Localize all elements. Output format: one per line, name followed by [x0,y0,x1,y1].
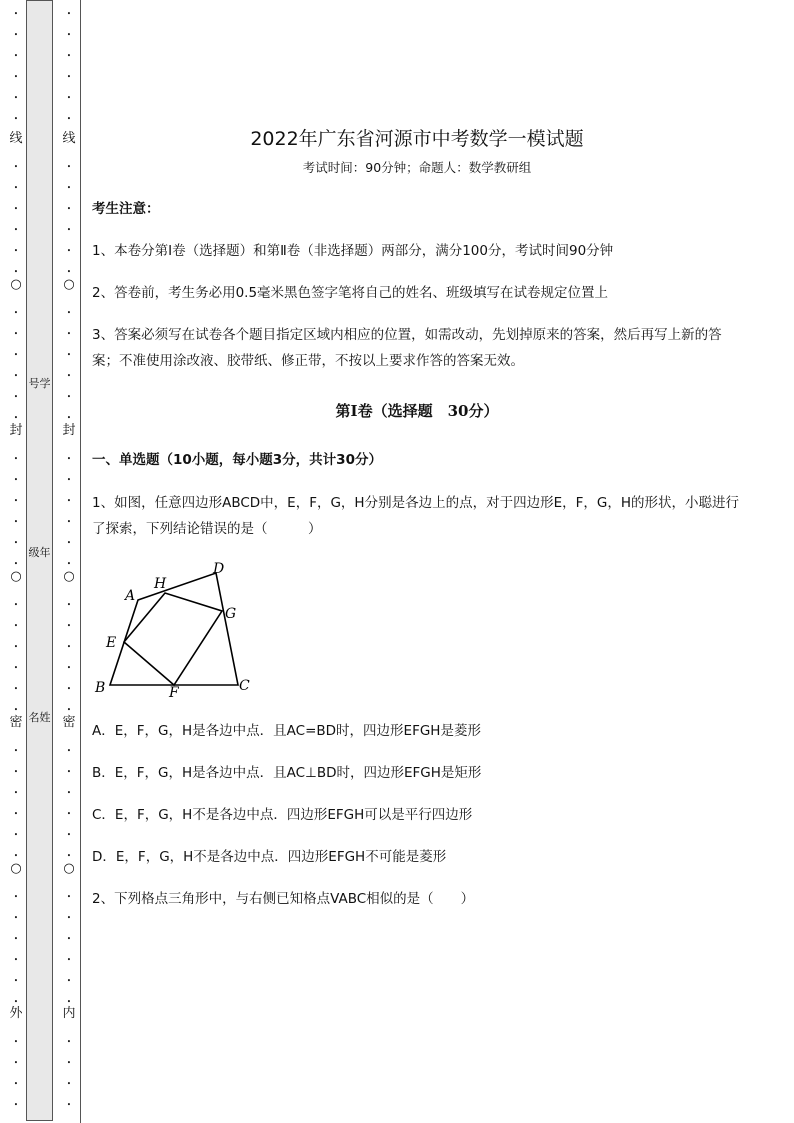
binding-marker: 内 [62,1006,76,1021]
binding-dot: • [13,1038,19,1046]
binding-dot: • [66,31,72,39]
binding-marker: 线 [9,131,23,146]
binding-dot: • [13,52,19,60]
binding-dot: • [13,115,19,123]
binding-dot: • [66,1101,72,1109]
notice-item-1: 1、本卷分第I卷（选择题）和第Ⅱ卷（非选择题）两部分，满分100分，考试时间90分钟 [92,243,614,259]
binding-dot: • [66,831,72,839]
binding-dot: • [66,247,72,255]
binding-dot: • [13,414,19,422]
binding-dot: • [13,643,19,651]
section-title: 第I卷（选择题 30分） [335,402,499,420]
binding-dot: • [66,309,72,317]
binding-dot: • [66,94,72,102]
binding-marker: 封 [62,423,76,438]
binding-dot: • [13,956,19,964]
binding-dot: • [66,560,72,568]
inner-dot-column [61,0,77,1123]
label-a: A [125,588,136,604]
binding-marker: ○ [10,861,22,876]
binding-dot: • [13,393,19,401]
binding-dot: • [13,268,19,276]
label-h: H [154,576,167,592]
binding-dot: • [66,330,72,338]
binding-marker: 外 [9,1006,23,1021]
binding-dot: • [13,205,19,213]
label-f: F [169,685,179,698]
binding-dot: • [13,622,19,630]
binding-dot: • [66,893,72,901]
binding-dot: • [66,935,72,943]
binding-dot: • [13,977,19,985]
binding-dot: • [66,163,72,171]
question-1-stem: 1、如图，任意四边形ABCD中，E，F，G，H分别是各边上的点，对于四边形E，F，G，H的形状，小聪进行了探索，下列结论错误的是（ ） [92,495,739,537]
binding-dot: • [13,539,19,547]
label-d: D [213,561,225,577]
binding-dot: • [66,497,72,505]
binding-dot: • [66,52,72,60]
binding-dot: • [66,768,72,776]
quadrilateral-efgh [124,593,222,685]
binding-marker: ○ [10,569,22,584]
binding-dot: • [66,810,72,818]
binding-marker: ○ [63,569,75,584]
binding-dot: • [66,518,72,526]
binding-dot: • [66,414,72,422]
binding-dot: • [66,205,72,213]
binding-dot: • [13,455,19,463]
binding-dot: • [66,998,72,1006]
binding-marker: ○ [10,277,22,292]
notice-item-2: 2、答卷前，考生务必用0.5毫米黑色签字笔将自己的姓名、班级填写在试卷规定位置上 [92,285,609,301]
name-field: 名姓 [28,711,51,724]
binding-dot: • [66,393,72,401]
binding-dot: • [66,685,72,693]
binding-dot: • [13,893,19,901]
binding-dot: • [13,664,19,672]
binding-dot: • [13,226,19,234]
binding-marker: 封 [9,423,23,438]
binding-dot: • [66,747,72,755]
binding-dot: • [66,351,72,359]
binding-dot: • [13,831,19,839]
question-1-option-b[interactable]: B．E，F，G，H是各边中点．且AC⊥BD时，四边形EFGH是矩形 [92,765,482,781]
binding-dot: • [13,518,19,526]
binding-dot: • [13,914,19,922]
class-field: 级年 [28,546,51,559]
notice-heading: 考生注意： [92,201,160,217]
binding-dot: • [66,455,72,463]
binding-dot: • [13,747,19,755]
notice-item-3: 3、答案必须写在试卷各个题目指定区域内相应的位置，如需改动，先划掉原来的答案，然后再写上新的答案；不准使用涂改液、胶带纸、修正带，不按以上要求作答的答案无效。 [92,327,722,369]
binding-dot: • [13,94,19,102]
binding-border-line [80,0,81,1123]
binding-dot: • [13,309,19,317]
binding-dot: • [66,184,72,192]
binding-dot: • [13,372,19,380]
binding-dot: • [66,1080,72,1088]
part-title: 一、单选题（10小题，每小题3分，共计30分） [92,452,382,468]
exam-title: 2022年广东省河源市中考数学一模试题 [250,128,584,150]
exam-subtitle: 考试时间：90分钟；命题人：数学教研组 [302,160,532,175]
binding-dot: • [13,497,19,505]
question-1-option-c[interactable]: C．E，F，G，H不是各边中点．四边形EFGH可以是平行四边形 [92,807,473,823]
binding-dot: • [66,706,72,714]
binding-dot: • [13,351,19,359]
binding-dot: • [66,956,72,964]
binding-marker: ○ [63,861,75,876]
binding-dot: • [66,852,72,860]
binding-dot: • [66,1038,72,1046]
binding-dot: • [13,1101,19,1109]
binding-dot: • [66,115,72,123]
binding-dot: • [13,73,19,81]
binding-dot: • [13,31,19,39]
label-e: E [106,635,117,651]
binding-dot: • [66,1059,72,1067]
binding-dot: • [66,539,72,547]
binding-dot: • [13,789,19,797]
question-1-option-a[interactable]: A．E，F，G，H是各边中点．且AC=BD时，四边形EFGH是菱形 [92,723,481,739]
binding-dot: • [66,977,72,985]
binding-dot: • [66,268,72,276]
label-c: C [239,678,250,694]
binding-dot: • [66,226,72,234]
binding-dot: • [66,372,72,380]
binding-dot: • [13,810,19,818]
binding-dot: • [13,560,19,568]
binding-dot: • [13,852,19,860]
binding-dot: • [66,10,72,18]
question-1-option-d[interactable]: D．E，F，G，H不是各边中点．四边形EFGH不可能是菱形 [92,849,447,865]
binding-dot: • [13,184,19,192]
binding-dot: • [13,10,19,18]
binding-marker: ○ [63,277,75,292]
quadrilateral-figure [92,556,262,698]
binding-dot: • [13,476,19,484]
binding-marker: 线 [62,131,76,146]
binding-dot: • [13,1059,19,1067]
binding-dot: • [13,768,19,776]
binding-dot: • [13,706,19,714]
binding-dot: • [13,935,19,943]
question-2-stem: 2、下列格点三角形中，与右侧已知格点VABC相似的是（ ） [92,891,475,907]
binding-dot: • [13,247,19,255]
binding-dot: • [13,1080,19,1088]
binding-dot: • [66,789,72,797]
outer-dot-column [8,0,24,1123]
binding-dot: • [66,622,72,630]
binding-dot: • [66,73,72,81]
binding-dot: • [13,601,19,609]
binding-marker: 密 [9,715,23,730]
label-b: B [95,680,106,696]
binding-dot: • [66,643,72,651]
binding-dot: • [66,914,72,922]
binding-dot: • [13,163,19,171]
binding-dot: • [66,601,72,609]
student-number-field: 号学 [28,377,51,390]
label-g: G [225,606,237,622]
binding-dot: • [13,685,19,693]
binding-dot: • [66,476,72,484]
binding-dot: • [66,664,72,672]
binding-dot: • [13,330,19,338]
binding-dot: • [13,998,19,1006]
binding-marker: 密 [62,715,76,730]
